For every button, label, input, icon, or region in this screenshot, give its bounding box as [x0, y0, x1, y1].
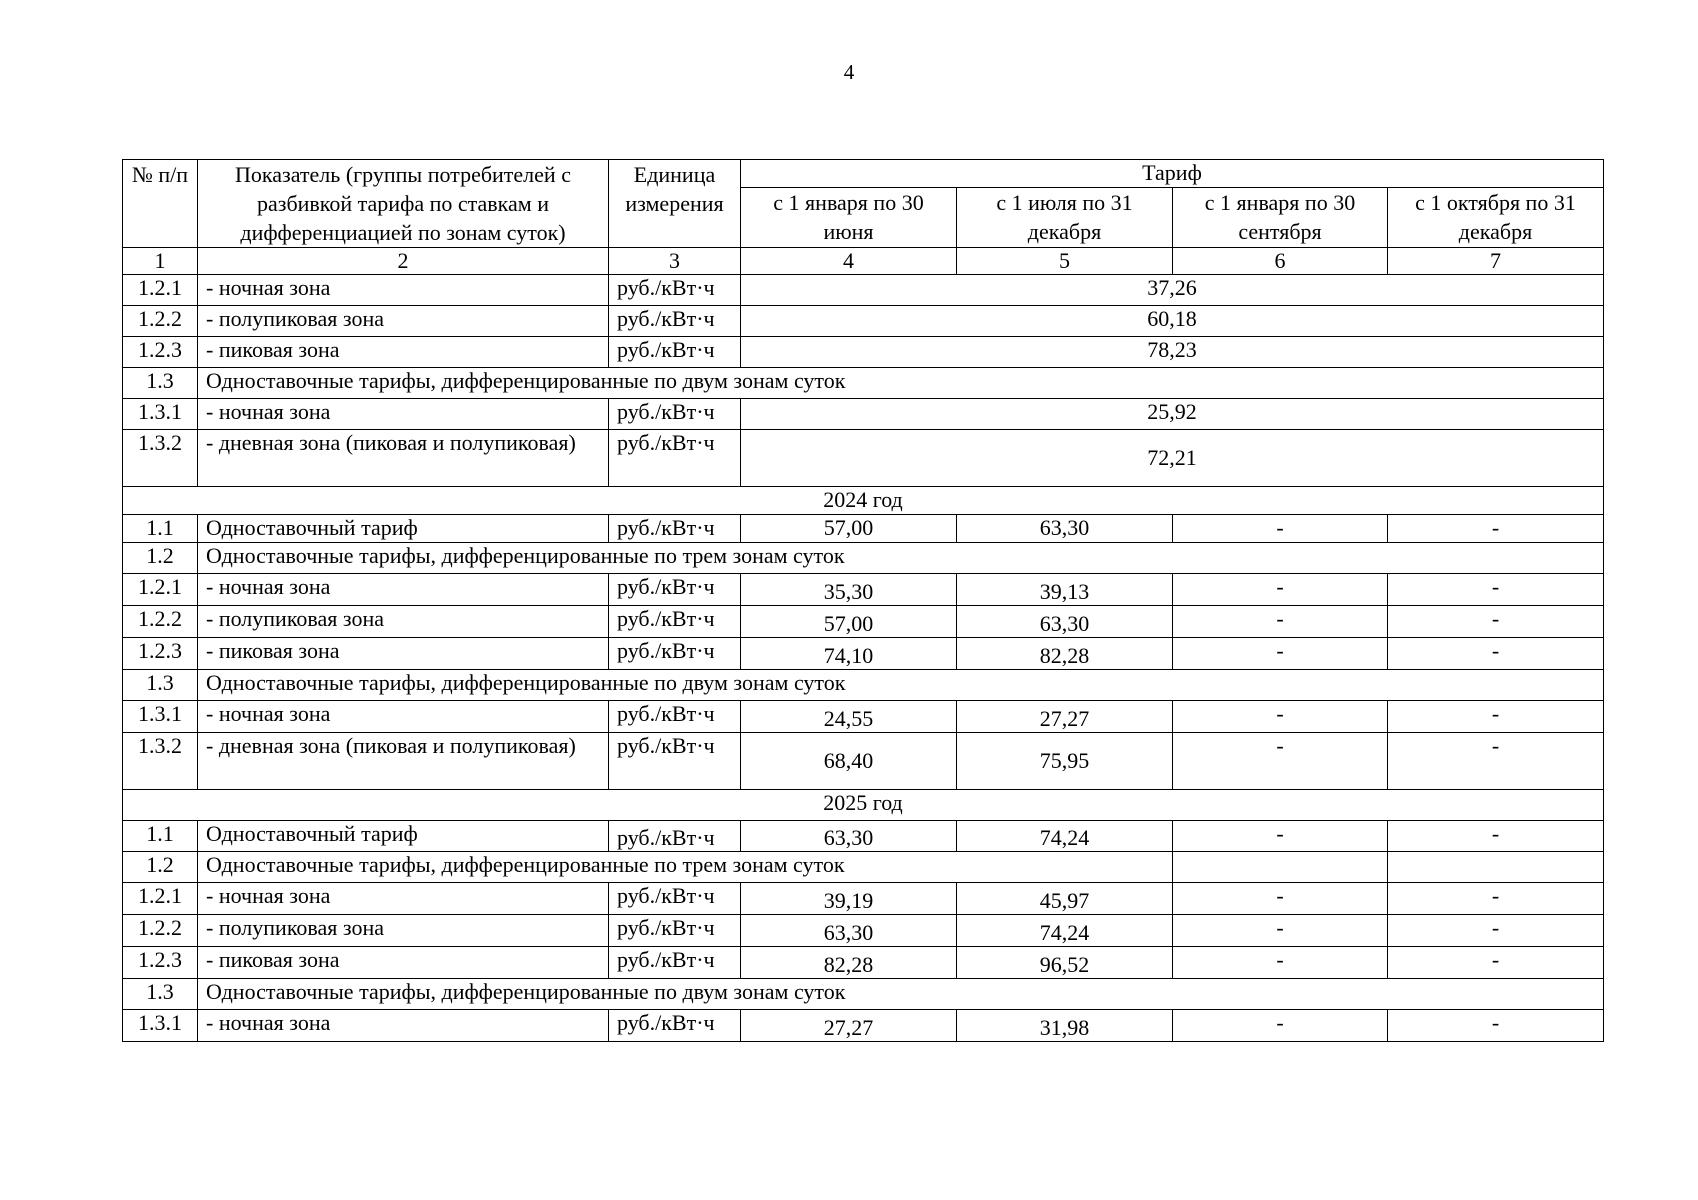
row-value-col5: 74,24: [957, 821, 1173, 852]
row-name: - ночная зона: [198, 574, 609, 606]
row-value-col5: 63,30: [957, 606, 1173, 638]
row-unit: руб./кВт·ч: [609, 430, 741, 487]
row-name: - ночная зона: [198, 1010, 609, 1042]
year-label: 2024 год: [123, 487, 1604, 515]
row-empty: [1173, 852, 1388, 883]
row-num: 1.2.3: [123, 638, 198, 670]
row-value-col7: -: [1388, 883, 1604, 915]
header-unit: Единица измерения: [609, 160, 741, 248]
row-value-col6: -: [1173, 947, 1388, 979]
row-name: - дневная зона (пиковая и полупиковая): [198, 733, 609, 790]
row-num: 1.2.2: [123, 915, 198, 947]
row-value-col4: 63,30: [741, 821, 957, 852]
header-period: с 1 января по 30 сентября: [1173, 187, 1388, 247]
table-row: [123, 915, 1604, 947]
row-unit: руб./кВт·ч: [609, 399, 741, 430]
row-num: 1.2: [123, 543, 198, 574]
row-empty: [1388, 852, 1604, 883]
row-name: - пиковая зона: [198, 337, 609, 368]
row-num: 1.3.1: [123, 1010, 198, 1042]
row-value-col6: -: [1173, 574, 1388, 606]
table-row: [123, 733, 1604, 790]
header-period: с 1 июля по 31 декабря: [957, 187, 1173, 247]
header-indicator: Показатель (группы потребителей с разбивкой тарифа по ставкам и дифференциацией по зонам суток): [198, 160, 609, 248]
column-number: 3: [609, 248, 741, 275]
row-num: 1.2.1: [123, 275, 198, 306]
row-value-col4: 35,30: [741, 574, 957, 606]
row-num: 1.2.2: [123, 606, 198, 638]
table-row: [123, 638, 1604, 670]
row-name: Одноставочный тариф: [198, 515, 609, 543]
table-row: [123, 606, 1604, 638]
row-num: 1.3.2: [123, 430, 198, 487]
row-num: 1.3.2: [123, 733, 198, 790]
row-value-col7: -: [1388, 821, 1604, 852]
table-row: [123, 852, 1604, 883]
row-value: 37,26: [741, 275, 1604, 306]
row-unit: руб./кВт·ч: [609, 337, 741, 368]
header-tariff: Тариф: [741, 160, 1604, 188]
row-value-col5: 39,13: [957, 574, 1173, 606]
row-value-col4: 68,40: [741, 733, 957, 790]
row-name: - дневная зона (пиковая и полупиковая): [198, 430, 609, 487]
row-unit: руб./кВт·ч: [609, 821, 741, 852]
table-row: [123, 368, 1604, 399]
row-num: 1.1: [123, 515, 198, 543]
row-num: 1.1: [123, 821, 198, 852]
row-value-col5: 96,52: [957, 947, 1173, 979]
row-unit: руб./кВт·ч: [609, 733, 741, 790]
row-value-col7: -: [1388, 915, 1604, 947]
row-num: 1.2.2: [123, 306, 198, 337]
row-value-col7: -: [1388, 947, 1604, 979]
row-name: - пиковая зона: [198, 638, 609, 670]
row-value-col4: 57,00: [741, 606, 957, 638]
row-value-col4: 74,10: [741, 638, 957, 670]
table-row: [123, 883, 1604, 915]
table-row: [123, 515, 1604, 543]
row-unit: руб./кВт·ч: [609, 638, 741, 670]
column-number: 5: [957, 248, 1173, 275]
table-row: [123, 821, 1604, 852]
row-name: - полупиковая зона: [198, 306, 609, 337]
row-value: 78,23: [741, 337, 1604, 368]
row-value-col4: 82,28: [741, 947, 957, 979]
table-row: [123, 670, 1604, 701]
row-num: 1.2: [123, 852, 198, 883]
table-row: [123, 947, 1604, 979]
row-value-col6: -: [1173, 821, 1388, 852]
row-name: - ночная зона: [198, 701, 609, 733]
row-value-col5: 75,95: [957, 733, 1173, 790]
row-value-col4: 57,00: [741, 515, 957, 543]
row-num: 1.2.3: [123, 337, 198, 368]
row-unit: руб./кВт·ч: [609, 574, 741, 606]
row-num: 1.2.3: [123, 947, 198, 979]
row-unit: руб./кВт·ч: [609, 1010, 741, 1042]
column-number: 6: [1173, 248, 1388, 275]
row-value-col7: -: [1388, 574, 1604, 606]
row-value-col5: 63,30: [957, 515, 1173, 543]
row-name: - ночная зона: [198, 399, 609, 430]
row-unit: руб./кВт·ч: [609, 915, 741, 947]
row-num: 1.3.1: [123, 399, 198, 430]
row-group-name: Одноставочные тарифы, дифференцированные по двум зонам суток: [198, 979, 1604, 1010]
row-num: 1.3.1: [123, 701, 198, 733]
row-value-col6: -: [1173, 515, 1388, 543]
column-numbers-row: [123, 248, 1604, 275]
row-unit: руб./кВт·ч: [609, 515, 741, 543]
row-num: 1.2.1: [123, 883, 198, 915]
row-name: - пиковая зона: [198, 947, 609, 979]
row-value: 60,18: [741, 306, 1604, 337]
row-value: 72,21: [741, 430, 1604, 487]
row-unit: руб./кВт·ч: [609, 306, 741, 337]
row-name: - полупиковая зона: [198, 606, 609, 638]
row-value-col5: 27,27: [957, 701, 1173, 733]
row-num: 1.3: [123, 368, 198, 399]
column-number: 7: [1388, 248, 1604, 275]
table-row: [123, 399, 1604, 430]
row-value-col4: 39,19: [741, 883, 957, 915]
tariff-table: [122, 159, 1604, 1042]
row-value-col6: -: [1173, 606, 1388, 638]
year-row-2025: [123, 790, 1604, 821]
row-unit: руб./кВт·ч: [609, 701, 741, 733]
row-value-col7: -: [1388, 701, 1604, 733]
column-number: 2: [198, 248, 609, 275]
row-value-col6: -: [1173, 733, 1388, 790]
row-group-name: Одноставочные тарифы, дифференцированные по двум зонам суток: [198, 670, 1604, 701]
row-value-col7: -: [1388, 606, 1604, 638]
row-group-name: Одноставочные тарифы, дифференцированные по трем зонам суток: [198, 543, 1604, 574]
row-num: 1.3: [123, 979, 198, 1010]
table-row: [123, 574, 1604, 606]
row-value-col4: 63,30: [741, 915, 957, 947]
header-period: с 1 января по 30 июня: [741, 187, 957, 247]
row-value-col5: 74,24: [957, 915, 1173, 947]
column-number: 1: [123, 248, 198, 275]
row-value-col6: -: [1173, 883, 1388, 915]
row-value-col6: -: [1173, 915, 1388, 947]
table-row: [123, 430, 1604, 487]
table-row: [123, 337, 1604, 368]
row-value-col7: -: [1388, 515, 1604, 543]
row-num: 1.2.1: [123, 574, 198, 606]
row-value-col6: -: [1173, 638, 1388, 670]
row-name: - ночная зона: [198, 883, 609, 915]
page-number: 4: [843, 60, 855, 84]
year-label: 2025 год: [123, 790, 1604, 821]
row-name: - полупиковая зона: [198, 915, 609, 947]
table-row: [123, 543, 1604, 574]
row-value-col4: 27,27: [741, 1010, 957, 1042]
row-name: Одноставочный тариф: [198, 821, 609, 852]
row-value-col7: -: [1388, 638, 1604, 670]
header-num: № п/п: [123, 160, 198, 248]
row-name: - ночная зона: [198, 275, 609, 306]
row-unit: руб./кВт·ч: [609, 606, 741, 638]
row-value-col5: 31,98: [957, 1010, 1173, 1042]
row-value-col5: 82,28: [957, 638, 1173, 670]
row-value-col7: -: [1388, 1010, 1604, 1042]
row-value-col5: 45,97: [957, 883, 1173, 915]
row-value: 25,92: [741, 399, 1604, 430]
header-period: с 1 октября по 31 декабря: [1388, 187, 1604, 247]
table-row: [123, 306, 1604, 337]
table-row: [123, 1010, 1604, 1042]
row-unit: руб./кВт·ч: [609, 947, 741, 979]
table-row: [123, 275, 1604, 306]
row-group-name: Одноставочные тарифы, дифференцированные по двум зонам суток: [198, 368, 1604, 399]
row-value-col7: -: [1388, 733, 1604, 790]
row-group-name: Одноставочные тарифы, дифференцированные по трем зонам суток: [198, 852, 1173, 883]
table-row: [123, 979, 1604, 1010]
row-unit: руб./кВт·ч: [609, 883, 741, 915]
row-value-col4: 24,55: [741, 701, 957, 733]
row-value-col6: -: [1173, 1010, 1388, 1042]
row-value-col6: -: [1173, 701, 1388, 733]
row-unit: руб./кВт·ч: [609, 275, 741, 306]
row-num: 1.3: [123, 670, 198, 701]
year-row-2024: [123, 487, 1604, 515]
header-row: [123, 160, 1604, 188]
column-number: 4: [741, 248, 957, 275]
table-row: [123, 701, 1604, 733]
